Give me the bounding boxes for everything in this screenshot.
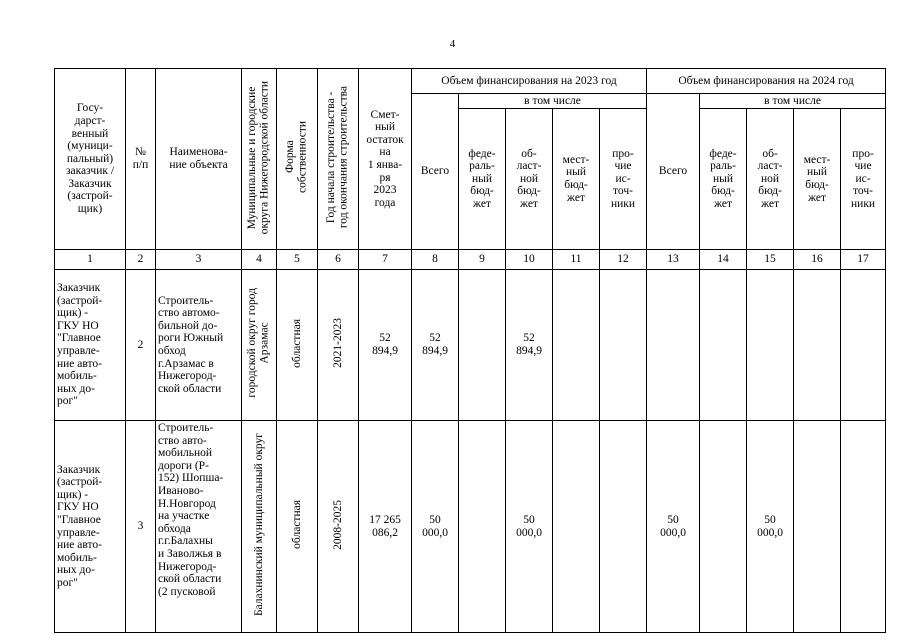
header-including-2024: в том числе [700,94,886,109]
header-total-2023: Всего [412,94,459,250]
cell-other-2024 [841,270,886,421]
column-number: 8 [412,250,459,270]
cell-years-text: 2021-2023 [331,318,344,369]
cell-local-2024 [794,270,841,421]
cell-customer: Заказчик (застрой- щик) - ГКУ НО "Главное управле- ние авто- мобиль- ных до- рог" [55,270,126,421]
header-federal-2023: феде- раль- ный бюд- жет [459,109,506,250]
column-number: 13 [647,250,700,270]
cell-estimate: 52 894,9 [359,270,412,421]
cell-other-2023 [600,421,647,633]
page-number: 4 [449,38,456,50]
header-customer: Госу- дарст- венный (муници- пальный) заказчик / Заказчик (застрой- щик) [55,69,126,250]
column-number: 14 [700,250,747,270]
cell-total-2023: 50 000,0 [412,421,459,633]
cell-ownership [277,421,318,633]
cell-object: Строитель- ство авто- мобильной дороги (Р- 152) Шопша- Иваново- Н.Новгород на участке обхода г.г.Балахны и Заволжья в Нижегород- ской области (2 пусковой [158,422,224,598]
column-number: 6 [318,250,359,270]
header-regional-2023: об- ласт- ной бюд- жет [506,109,553,250]
cell-total-2023: 52 894,9 [412,270,459,421]
cell-years [318,421,359,633]
header-other-2023: про- чие ис- точ- ники [600,109,647,250]
column-number: 2 [126,250,156,270]
cell-local-2023 [553,421,600,633]
cell-total-2024 [647,270,700,421]
funding-table [54,68,886,633]
column-number: 16 [794,250,841,270]
header-federal-2024: феде- раль- ный бюд- жет [700,109,747,250]
column-number: 15 [747,250,794,270]
header-funding-2024: Объем финансирования на 2024 год [647,69,886,94]
header-regional-2024: об- ласт- ной бюд- жет [747,109,794,250]
cell-object: Строитель- ство автомо- бильной до- роги Южный обход г.Арзамас в Нижегород- ской области [156,270,242,421]
column-number-row [55,250,886,270]
cell-customer: Заказчик (застрой- щик) - ГКУ НО "Главное управле- ние авто- мобиль- ных до- рог" [55,421,126,633]
column-number: 1 [55,250,126,270]
header-years-cell [318,69,359,250]
column-number: 12 [600,250,647,270]
cell-federal-2023 [459,270,506,421]
column-number: 4 [242,250,277,270]
table-row [55,270,886,421]
cell-other-2024 [841,421,886,633]
cell-ownership-text: областная [290,500,303,550]
cell-federal-2024 [700,421,747,633]
cell-regional-2024: 50 000,0 [747,421,794,633]
table-row [55,421,886,633]
header-ownership-cell [277,69,318,250]
header-estimate: Смет- ный остаток на 1 янва- ря 2023 года [359,69,412,250]
cell-other-2023 [600,270,647,421]
cell-row-no: 3 [126,421,156,633]
cell-object-wrapper [156,421,242,633]
header-municipality: Муниципальные и городские округа Нижегородской области [246,80,271,234]
cell-estimate: 17 265 086,2 [359,421,412,633]
cell-municipality [242,421,277,633]
cell-regional-2024 [747,270,794,421]
header-years: Год начала строительства - год окончания строительства [325,86,350,229]
cell-years [318,270,359,421]
cell-municipality [242,270,277,421]
cell-ownership [277,270,318,421]
column-number: 7 [359,250,412,270]
column-number: 3 [156,250,242,270]
cell-ownership-text: областная [290,318,303,368]
cell-municipality-text: Балахнинский муниципальный округ [252,433,265,617]
cell-local-2024 [794,421,841,633]
header-funding-2023: Объем финансирования на 2023 год [412,69,647,94]
header-row-no: № п/п [126,69,156,250]
column-number: 5 [277,250,318,270]
header-ownership: Форма собственности [284,121,309,194]
column-number: 10 [506,250,553,270]
header-object-name: Наименова- ние объекта [156,69,242,250]
cell-federal-2024 [700,270,747,421]
column-number: 11 [553,250,600,270]
cell-total-2024: 50 000,0 [647,421,700,633]
cell-regional-2023: 50 000,0 [506,421,553,633]
header-row [55,69,886,94]
cell-row-no: 2 [126,270,156,421]
header-other-2024: про- чие ис- точ- ники [841,109,886,250]
cell-municipality-text: городской округ город Арзамас [246,288,271,398]
header-local-2024: мест- ный бюд- жет [794,109,841,250]
cell-local-2023 [553,270,600,421]
header-including-2023: в том числе [459,94,647,109]
header-municipality-cell [242,69,277,250]
header-local-2023: мест- ный бюд- жет [553,109,600,250]
cell-regional-2023: 52 894,9 [506,270,553,421]
cell-federal-2023 [459,421,506,633]
header-total-2024: Всего [647,94,700,250]
column-number: 17 [841,250,886,270]
cell-years-text: 2008-2025 [331,499,344,550]
column-number: 9 [459,250,506,270]
